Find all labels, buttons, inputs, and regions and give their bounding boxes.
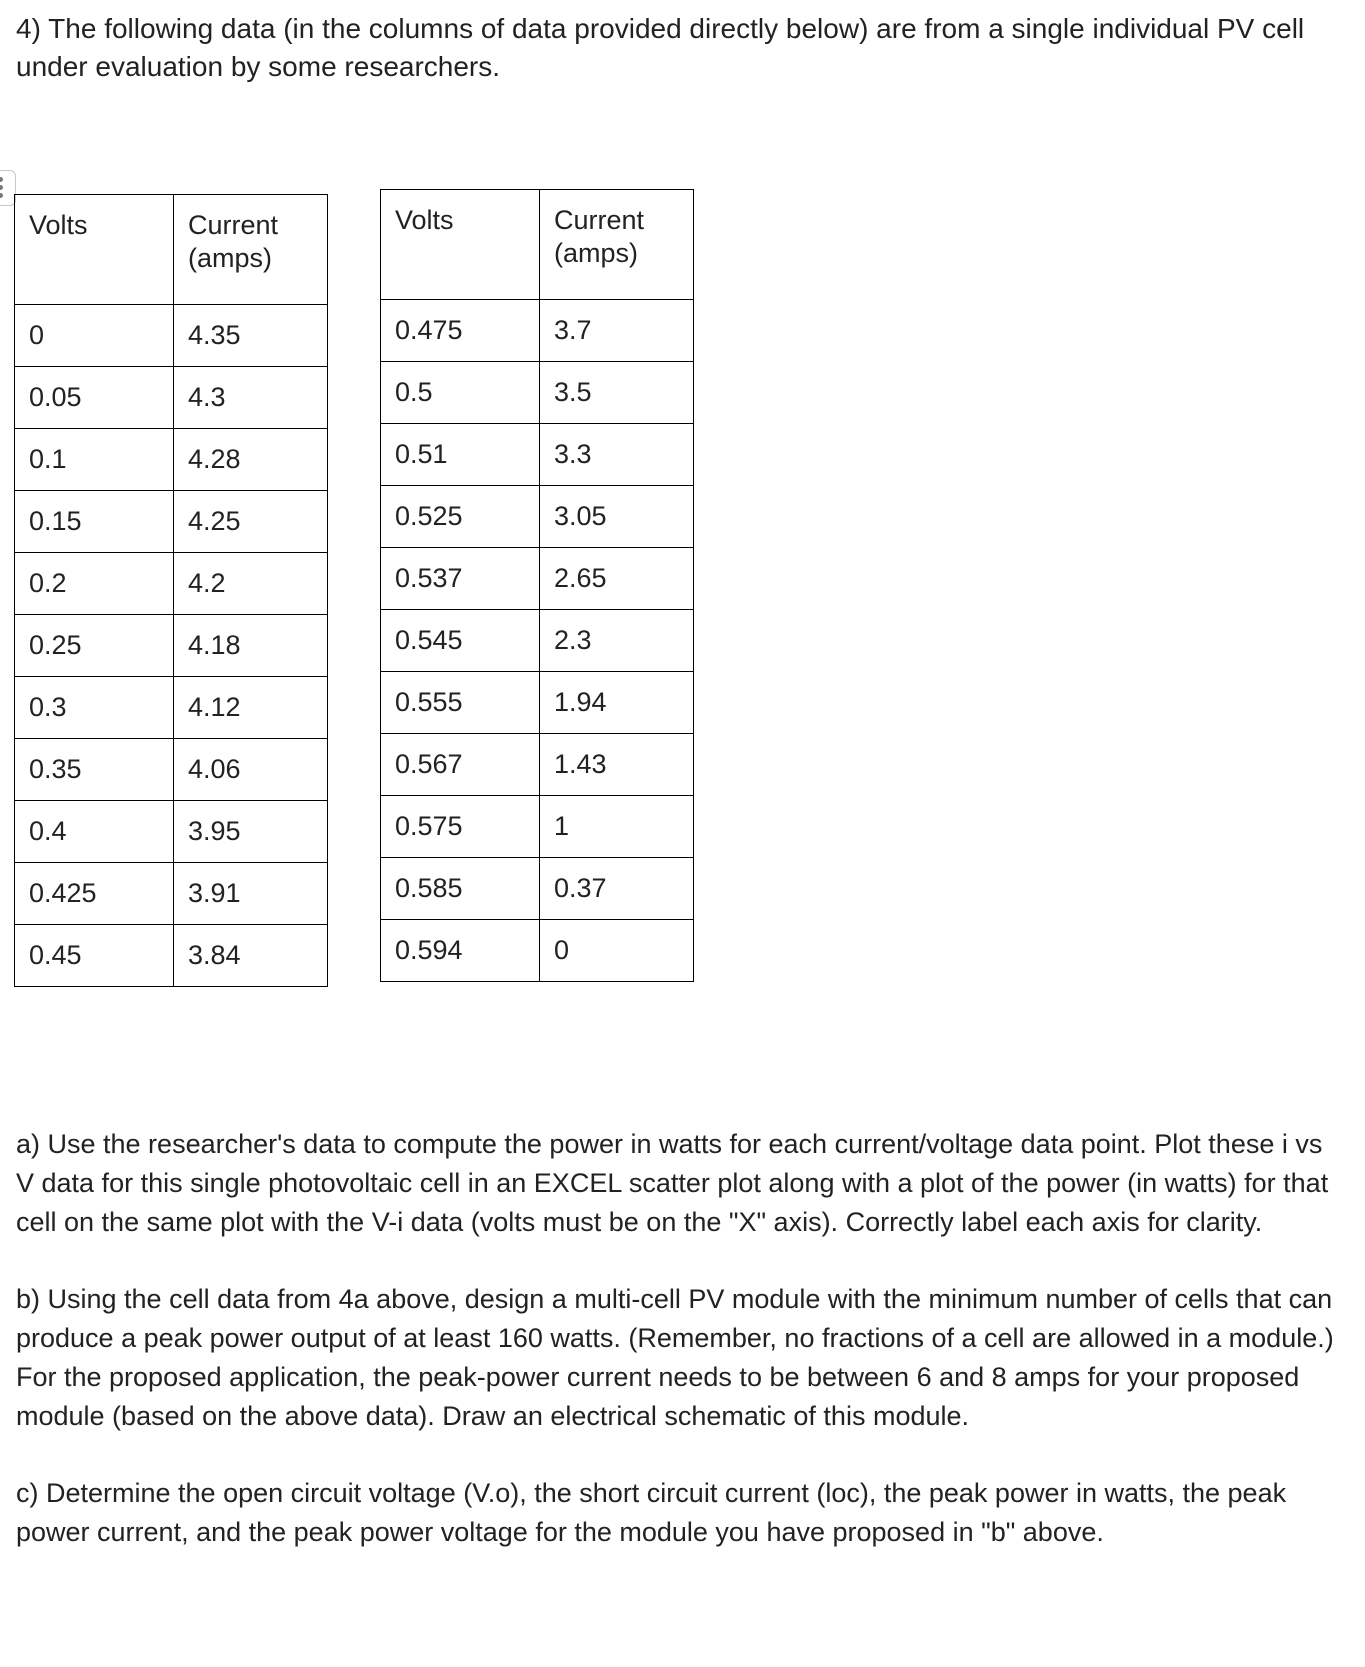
- volts-cell: 0.51: [381, 424, 540, 486]
- current-cell: 3.84: [174, 925, 328, 987]
- volts-cell: 0.585: [381, 858, 540, 920]
- table-row: [381, 610, 694, 672]
- volts-cell: 0.575: [381, 796, 540, 858]
- volts-cell: 0.2: [15, 553, 174, 615]
- table-row: [15, 367, 328, 429]
- current-cell: 3.91: [174, 863, 328, 925]
- current-cell: 3.7: [540, 300, 694, 362]
- volts-cell: 0.525: [381, 486, 540, 548]
- volts-cell: 0.594: [381, 920, 540, 982]
- current-cell: 1.94: [540, 672, 694, 734]
- current-cell: 4.28: [174, 429, 328, 491]
- table-row: [15, 305, 328, 367]
- table-row: [381, 486, 694, 548]
- current-cell: 4.06: [174, 739, 328, 801]
- current-cell: 4.2: [174, 553, 328, 615]
- problem-intro: 4) The following data (in the columns of data provided directly below) are from a single individual PV cell under evaluation by some researchers.: [16, 13, 1305, 82]
- table-row: [15, 739, 328, 801]
- current-cell: 4.18: [174, 615, 328, 677]
- current-cell: 4.25: [174, 491, 328, 553]
- table-row: [15, 863, 328, 925]
- current-cell: 2.65: [540, 548, 694, 610]
- table-row: [381, 424, 694, 486]
- volts-cell: 0: [15, 305, 174, 367]
- table-row: [15, 491, 328, 553]
- header-volts: Volts: [381, 190, 540, 300]
- table-row: [15, 429, 328, 491]
- header-current: Current (amps): [540, 190, 694, 300]
- current-cell: 0.37: [540, 858, 694, 920]
- volts-cell: 0.4: [15, 801, 174, 863]
- table-row: [381, 858, 694, 920]
- current-cell: 3.3: [540, 424, 694, 486]
- table-row: [15, 553, 328, 615]
- volts-cell: 0.425: [15, 863, 174, 925]
- current-cell: 3.5: [540, 362, 694, 424]
- table-row: [15, 801, 328, 863]
- volts-cell: 0.555: [381, 672, 540, 734]
- volts-cell: 0.45: [15, 925, 174, 987]
- data-table-left: [14, 194, 328, 987]
- volts-cell: 0.5: [381, 362, 540, 424]
- current-cell: 3.95: [174, 801, 328, 863]
- table-body: [381, 190, 694, 982]
- table-body: [15, 195, 328, 987]
- current-cell: 1.43: [540, 734, 694, 796]
- current-cell: 3.05: [540, 486, 694, 548]
- current-cell: 4.35: [174, 305, 328, 367]
- table-row: [381, 362, 694, 424]
- volts-cell: 0.475: [381, 300, 540, 362]
- data-table-right: [380, 189, 694, 982]
- table-row: [381, 548, 694, 610]
- current-cell: 1: [540, 796, 694, 858]
- volts-cell: 0.15: [15, 491, 174, 553]
- table-row: [381, 734, 694, 796]
- question-list: [16, 1125, 1346, 1590]
- header-current: Current (amps): [174, 195, 328, 305]
- question-b: b) Using the cell data from 4a above, design a multi-cell PV module with the minimum number of cells that can produce a peak power output of at least 160 watts. (Remember, no fractions of a cell are allowed in a module.) For the proposed application, the peak-power current needs to be between 6 and 8 amps for your proposed module (based on the above data). Draw an electrical schematic of this module.: [16, 1284, 1334, 1431]
- question-a: a) Use the researcher's data to compute the power in watts for each current/voltage data point. Plot these i vs V data for this single photovoltaic cell in an EXCEL scatter plot along with a plot of the power (in watts) for that cell on the same plot with the V-i data (volts must be on the "X" axis). Correctly label each axis for clarity.: [16, 1129, 1329, 1237]
- table-row: [381, 672, 694, 734]
- table-row: [381, 796, 694, 858]
- table-row: [15, 677, 328, 739]
- volts-cell: 0.3: [15, 677, 174, 739]
- table-row: [15, 615, 328, 677]
- volts-cell: 0.545: [381, 610, 540, 672]
- table-row: [381, 300, 694, 362]
- volts-cell: 0.1: [15, 429, 174, 491]
- current-cell: 4.3: [174, 367, 328, 429]
- volts-cell: 0.05: [15, 367, 174, 429]
- table-header-row: [15, 195, 328, 305]
- volts-cell: 0.567: [381, 734, 540, 796]
- current-cell: 2.3: [540, 610, 694, 672]
- header-volts: Volts: [15, 195, 174, 305]
- volts-cell: 0.35: [15, 739, 174, 801]
- volts-cell: 0.25: [15, 615, 174, 677]
- question-c: c) Determine the open circuit voltage (V.o), the short circuit current (loc), the peak power in watts, the peak power current, and the peak power voltage for the module you have proposed in "b" above.: [16, 1478, 1287, 1547]
- volts-cell: 0.537: [381, 548, 540, 610]
- table-row: [381, 920, 694, 982]
- current-cell: 0: [540, 920, 694, 982]
- current-cell: 4.12: [174, 677, 328, 739]
- table-row: [15, 925, 328, 987]
- table-header-row: [381, 190, 694, 300]
